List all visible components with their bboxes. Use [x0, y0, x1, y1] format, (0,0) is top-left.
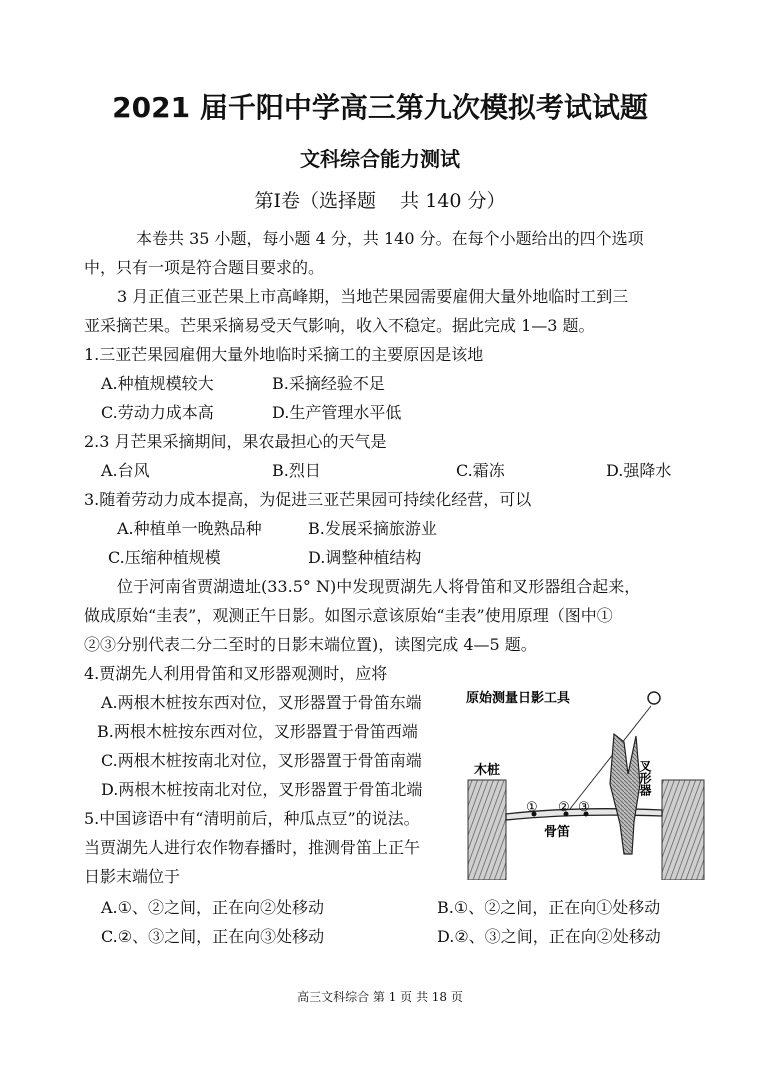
q2-option-a: A.台风 — [101, 461, 150, 480]
passage-line: 做成原始“圭表”，观测正午日影。如图示意该原始“圭表”使用原理（图中① — [84, 606, 613, 625]
q5-option-d: D.②、③之间，正在向②处移动 — [437, 927, 661, 946]
q3-option-b: B.发展采摘旅游业 — [308, 519, 437, 538]
right-wooden-post — [662, 780, 704, 880]
q1-option-b: B.采摘经验不足 — [272, 374, 385, 393]
fork-device — [610, 734, 640, 854]
q4-option-c: C.两根木桩按南北对位，叉形器置于骨笛南端 — [101, 751, 422, 770]
q5-option-a: A.①、②之间，正在向②处移动 — [101, 898, 324, 917]
page-footer: 高三文科综合 第 1 页 共 18 页 — [297, 990, 463, 1004]
fork-device-label: 叉形器 — [638, 760, 652, 796]
question-1-stem: 1.三亚芒果园雇佣大量外地临时采摘工的主要原因是该地 — [84, 345, 484, 364]
left-wooden-post — [468, 780, 506, 880]
exam-title: 2021 届千阳中学高三第九次模拟考试试题 — [112, 91, 648, 124]
question-4-stem: 4.贾湖先人利用骨笛和叉形器观测时，应将 — [84, 664, 388, 683]
q4-option-a: A.两根木桩按东西对位，叉形器置于骨笛东端 — [101, 693, 422, 712]
shadow-tool-figure — [464, 684, 720, 880]
section-heading: 第Ⅰ卷（选择题 共 140 分） — [254, 190, 506, 212]
marker-3: ③ — [578, 800, 590, 815]
wooden-post-label: 木桩 — [474, 763, 501, 778]
marker-2: ② — [558, 800, 570, 815]
q5-option-b: B.①、②之间，正在向①处移动 — [437, 898, 661, 917]
q1-option-a: A.种植规模较大 — [101, 374, 214, 393]
q3-option-d: D.调整种植结构 — [308, 548, 422, 567]
intro-line: 中，只有一项是符合题目要求的。 — [84, 258, 325, 277]
figure-title: 原始测量日影工具 — [466, 691, 571, 706]
passage-line: 位于河南省贾湖遗址(33.5° N)中发现贾湖先人将骨笛和叉形器组合起来， — [117, 577, 641, 596]
question-5-stem: 当贾湖先人进行农作物春播时，推测骨笛上正午 — [84, 838, 421, 857]
q4-option-b: B.两根木桩按东西对位，叉形器置于骨笛西端 — [97, 722, 418, 741]
q2-option-b: B.烈日 — [272, 461, 321, 480]
q5-option-c: C.②、③之间，正在向③处移动 — [101, 927, 325, 946]
bone-flute-label: 骨笛 — [544, 825, 571, 840]
intro-line: 本卷共 35 小题，每小题 4 分，共 140 分。在每个小题给出的四个选项 — [136, 229, 644, 248]
q4-option-d: D.两根木桩按南北对位，叉形器置于骨笛北端 — [101, 780, 423, 799]
passage-line: 3 月正值三亚芒果上市高峰期，当地芒果园需要雇佣大量外地临时工到三 — [117, 287, 629, 306]
question-5-stem: 5.中国谚语中有“清明前后，种瓜点豆”的说法。 — [84, 809, 420, 828]
q2-option-d: D.强降水 — [606, 461, 672, 480]
sun-icon — [648, 692, 660, 704]
q1-option-d: D.生产管理水平低 — [272, 403, 402, 422]
q3-option-c: C.压缩种植规模 — [108, 548, 221, 567]
q2-option-c: C.霜冻 — [456, 461, 505, 480]
question-5-stem: 日影末端位于 — [84, 867, 181, 886]
question-3-stem: 3.随着劳动力成本提高，为促进三亚芒果园可持续化经营，可以 — [84, 490, 532, 509]
q1-option-c: C.劳动力成本高 — [101, 403, 214, 422]
q3-option-a: A.种植单一晚熟品种 — [117, 519, 262, 538]
question-2-stem: 2.3 月芒果采摘期间，果农最担心的天气是 — [84, 432, 387, 451]
exam-subtitle: 文科综合能力测试 — [300, 147, 460, 171]
passage-line: ②③分别代表二分二至时的日影末端位置)，读图完成 4—5 题。 — [84, 635, 537, 654]
marker-1: ① — [526, 800, 538, 815]
passage-line: 亚采摘芒果。芒果采摘易受天气影响，收入不稳定。据此完成 1—3 题。 — [84, 316, 595, 335]
